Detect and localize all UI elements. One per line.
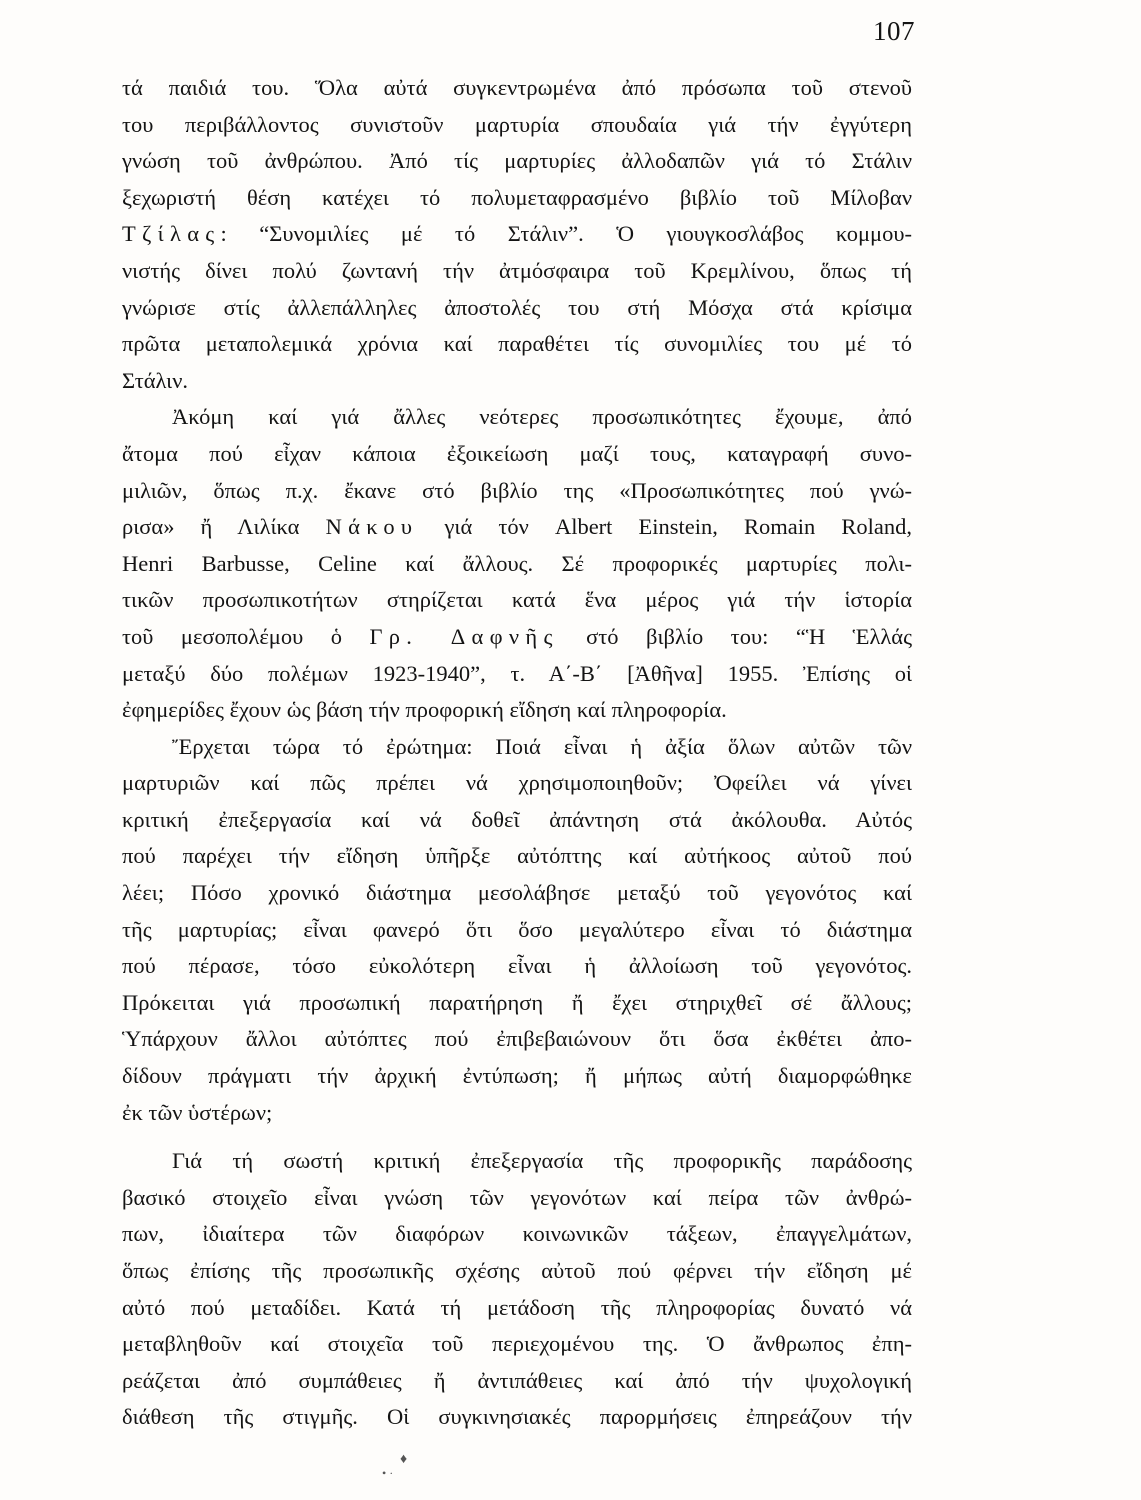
text-line: μιλιῶν, ὅπως π.χ. ἔκανε στό βιβλίο της «Προσωπικότητες πού γνώ- bbox=[122, 477, 912, 503]
text-line: πρῶτα μεταπολεμικά χρόνια καί παραθέτει τίς συνομιλίες του μέ τό bbox=[122, 331, 912, 357]
text-line: τῆς μαρτυρίας; εἶναι φανερό ὅτι ὅσο μεγαλύτερο εἶναι τό διάστημα bbox=[122, 916, 912, 942]
text-line: ἐκ τῶν ὑστέρων; bbox=[122, 1099, 273, 1125]
text-line: γνώση τοῦ ἀνθρώπου. Ἀπό τίς μαρτυρίες ἀλλοδαπῶν γιά τό Στάλιν bbox=[122, 148, 912, 174]
text-run: στό βιβλίο του: “Ἡ Ἑλλάς bbox=[558, 623, 913, 649]
text-line: ξεχωριστή θέση κατέχει τό πολυμεταφρασμένο βιβλίο τοῦ Μίλοβαν bbox=[122, 184, 912, 210]
text-line: μεταβληθοῦν καί στοιχεῖα τοῦ περιεχομένου της. Ὁ ἄνθρωπος ἐπη- bbox=[122, 1331, 912, 1357]
page-number: 107 bbox=[873, 16, 915, 46]
text-line: ὅπως ἐπίσης τῆς προσωπικῆς σχέσης αὐτοῦ πού φέρνει τήν εἴδηση μέ bbox=[122, 1258, 912, 1283]
text-line: ἄτομα πού εἶχαν κάποια ἐξοικείωση μαζί τους, καταγραφή συνο- bbox=[122, 440, 912, 466]
text-line: Στάλιν. bbox=[122, 367, 189, 393]
text-line: τικῶν προσωπικοτήτων στηρίζεται κατά ἕνα μέρος γιά τήν ἱστορία bbox=[122, 587, 912, 613]
text-line: βασικό στοιχεῖο εἶναι γνώση τῶν γεγονότων καί πείρα τῶν ἀνθρώ- bbox=[122, 1184, 912, 1210]
text-line: γνώρισε στίς ἀλλεπάλληλες ἀποστολές του στή Μόσχα στά κρίσιμα bbox=[122, 294, 912, 320]
text-line: αὐτό πού μεταδίδει. Κατά τή μετάδοση τῆς πληροφορίας δυνατό νά bbox=[122, 1294, 912, 1320]
text-line: ἐφημερίδες ἔχουν ὡς βάση τήν προφορική εἴδηση καί πληροφορία. bbox=[122, 697, 727, 723]
text-line: τά παιδιά του. Ὅλα αὐτά συγκεντρωμένα ἀπό πρόσωπα τοῦ στενοῦ bbox=[122, 75, 912, 100]
text-line: κριτική ἐπεξεργασία καί νά δοθεῖ ἀπάντηση στά ἀκόλουθα. Αὐτός bbox=[122, 806, 912, 832]
spaced-author-name: Τζίλας bbox=[122, 221, 221, 247]
text-line: Ἔρχεται τώρα τό ἐρώτημα: Ποιά εἶναι ἡ ἀξία ὅλων αὐτῶν τῶν bbox=[172, 733, 912, 759]
print-speck: • · bbox=[382, 1466, 394, 1480]
text-line: πού πέρασε, τόσο εὐκολότερη εἶναι ἡ ἀλλοίωση τοῦ γεγονότος. bbox=[122, 953, 912, 979]
text-run: γιά τόν Albert Einstein, Romain Roland, bbox=[418, 514, 912, 540]
text-line: Πρόκειται γιά προσωπική παρατήρηση ἤ ἔχει στηριχθεῖ σέ ἄλλους; bbox=[122, 989, 912, 1015]
text-line: ρεάζεται ἀπό συμπάθειες ἤ ἀντιπάθειες καί ἀπό τήν ψυχολογική bbox=[122, 1367, 912, 1393]
body-text bbox=[122, 70, 912, 1436]
text-line: Ὑπάρχουν ἄλλοι αὐτόπτες πού ἐπιβεβαιώνουν ὅτι ὅσα ἐκθέτει ἀπο- bbox=[122, 1026, 912, 1052]
text-line: Ἀκόμη καί γιά ἄλλες νεότερες προσωπικότητες ἔχουμε, ἀπό bbox=[172, 404, 912, 430]
text-line bbox=[122, 216, 912, 253]
text-line: Henri Barbusse, Celine καί ἄλλους. Σέ προφορικές μαρτυρίες πολι- bbox=[122, 550, 912, 576]
text-run: : “Συνομιλίες μέ τό Στάλιν”. Ὁ γιουγκοσλάβος κομμου- bbox=[220, 221, 912, 247]
text-line: δίδουν πράγματι τήν ἀρχική ἐντύπωση; ἤ μήπως αὐτή διαμορφώθηκε bbox=[122, 1063, 912, 1089]
text-line: μεταξύ δύο πολέμων 1923-1940”, τ. Α΄-Β΄ [Ἀθῆνα] 1955. Ἐπίσης οἱ bbox=[122, 660, 912, 686]
text-line bbox=[122, 509, 912, 546]
text-line: λέει; Πόσο χρονικό διάστημα μεσολάβησε μεταξύ τοῦ γεγονότος καί bbox=[122, 880, 912, 906]
print-speck: ♦ bbox=[400, 1452, 408, 1467]
text-run: τοῦ μεσοπολέμου ὁ bbox=[122, 623, 370, 649]
text-line: Γιά τή σωστή κριτική ἐπεξεργασία τῆς προφορικῆς παράδοσης bbox=[172, 1148, 912, 1174]
text-line: του περιβάλλοντος συνιστοῦν μαρτυρία σπουδαία γιά τήν ἐγγύτερη bbox=[122, 111, 912, 137]
text-line: πων, ἰδιαίτερα τῶν διαφόρων κοινωνικῶν τάξεων, ἐπαγγελμάτων, bbox=[122, 1221, 912, 1247]
spaced-author-name: Νάκου bbox=[325, 514, 419, 540]
spaced-author-name: Γρ. Δαφνῆς bbox=[369, 623, 559, 649]
text-line: πού παρέχει τήν εἴδηση ὑπῆρξε αὐτόπτης καί αὐτήκοος αὐτοῦ πού bbox=[122, 843, 912, 869]
text-line: νιστής δίνει πολύ ζωντανή τήν ἀτμόσφαιρα τοῦ Κρεμλίνου, ὅπως τή bbox=[122, 257, 912, 283]
text-line bbox=[122, 619, 912, 656]
text-run: ρισα» ἤ Λιλίκα bbox=[122, 514, 326, 540]
text-line: διάθεση τῆς στιγμῆς. Οἱ συγκινησιακές παρορμήσεις ἐπηρεάζουν τήν bbox=[122, 1404, 912, 1430]
text-line: μαρτυριῶν καί πῶς πρέπει νά χρησιμοποιηθοῦν; Ὀφείλει νά γίνει bbox=[122, 770, 912, 796]
